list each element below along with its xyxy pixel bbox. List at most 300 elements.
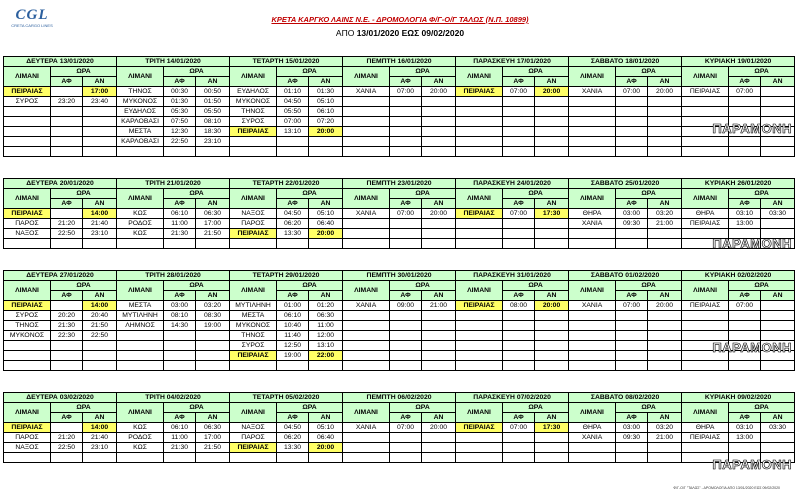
arrival-cell: 13:00 <box>729 433 761 443</box>
arrival-header: ΑΦ <box>51 291 83 301</box>
port-cell: ΡΟΔΟΣ <box>117 433 164 443</box>
departure-cell: 20:00 <box>535 301 569 311</box>
port-cell: ΧΑΝΙΑ <box>569 87 616 97</box>
day-header: ΤΕΤΑΡΤΗ 15/01/2020 <box>230 57 343 67</box>
port-cell <box>569 239 616 249</box>
port-cell: ΚΩΣ <box>117 229 164 239</box>
port-cell: ΜΕΣΤΑ <box>230 311 277 321</box>
arrival-cell: 13:30 <box>277 443 309 453</box>
arrival-cell: 09:00 <box>390 301 422 311</box>
arrival-cell <box>503 147 535 157</box>
port-cell <box>230 453 277 463</box>
departure-cell: 17:00 <box>83 87 117 97</box>
port-column-header: ΛΙΜΑΝΙ <box>682 403 729 423</box>
port-column-header: ΛΙΜΑΝΙ <box>456 403 503 423</box>
day-header: ΔΕΥΤΕΡΑ 03/02/2020 <box>4 393 117 403</box>
departure-cell <box>422 117 456 127</box>
schedule-table <box>3 56 795 157</box>
port-cell: ΧΑΝΙΑ <box>343 209 390 219</box>
arrival-cell <box>503 331 535 341</box>
port-cell <box>456 117 503 127</box>
arrival-cell <box>390 321 422 331</box>
departure-header: ΑΝ <box>309 413 343 423</box>
arrival-header: ΑΦ <box>277 413 309 423</box>
time-column-header: ΩΡΑ <box>390 67 456 77</box>
time-column-header: ΩΡΑ <box>616 67 682 77</box>
departure-cell: 06:40 <box>309 219 343 229</box>
departure-cell: 05:10 <box>309 423 343 433</box>
departure-cell: 20:00 <box>648 87 682 97</box>
departure-cell <box>422 219 456 229</box>
schedule-row <box>4 87 795 97</box>
day-header: ΠΕΜΠΤΗ 16/01/2020 <box>343 57 456 67</box>
departure-cell <box>422 453 456 463</box>
arrival-cell <box>503 137 535 147</box>
departure-header: ΑΝ <box>648 199 682 209</box>
time-column-header: ΩΡΑ <box>729 281 795 291</box>
arrival-header: ΑΦ <box>616 77 648 87</box>
departure-cell <box>83 351 117 361</box>
departure-cell: 17:00 <box>196 433 230 443</box>
arrival-cell <box>51 87 83 97</box>
port-column-header: ΛΙΜΑΝΙ <box>343 403 390 423</box>
arrival-cell <box>503 229 535 239</box>
arrival-header: ΑΦ <box>277 77 309 87</box>
arrival-cell: 22:50 <box>164 137 196 147</box>
port-cell <box>117 239 164 249</box>
departure-header: ΑΝ <box>422 199 456 209</box>
arrival-cell <box>729 361 761 371</box>
port-cell <box>456 229 503 239</box>
arrival-header: ΑΦ <box>51 77 83 87</box>
time-column-header: ΩΡΑ <box>277 67 343 77</box>
departure-cell <box>648 107 682 117</box>
arrival-cell: 03:00 <box>164 301 196 311</box>
arrival-cell <box>616 229 648 239</box>
port-column-header: ΛΙΜΑΝΙ <box>117 189 164 209</box>
port-cell <box>117 351 164 361</box>
schedule-row <box>4 341 795 351</box>
departure-cell: 20:00 <box>422 209 456 219</box>
arrival-cell: 21:20 <box>51 219 83 229</box>
departure-cell: 20:00 <box>309 127 343 137</box>
arrival-cell <box>164 147 196 157</box>
week-table <box>3 178 793 249</box>
day-header: ΠΕΜΠΤΗ 30/01/2020 <box>343 271 456 281</box>
arrival-cell: 01:30 <box>164 97 196 107</box>
stay-label: ΠΑΡΑΜΟΝΗ <box>712 457 792 472</box>
time-column-header: ΩΡΑ <box>729 403 795 413</box>
arrival-cell: 12:50 <box>277 341 309 351</box>
port-cell: ΠΕΙΡΑΙΑΣ <box>4 423 51 433</box>
departure-cell: 13:10 <box>309 341 343 351</box>
schedule-row <box>4 351 795 361</box>
port-cell <box>456 321 503 331</box>
arrival-cell <box>390 341 422 351</box>
departure-cell: 03:30 <box>761 423 795 433</box>
time-column-header: ΩΡΑ <box>51 67 117 77</box>
departure-cell: 03:20 <box>648 423 682 433</box>
departure-header: ΑΝ <box>309 199 343 209</box>
arrival-header: ΑΦ <box>164 199 196 209</box>
departure-cell <box>196 351 230 361</box>
departure-cell <box>648 147 682 157</box>
arrival-cell: 07:00 <box>277 117 309 127</box>
arrival-cell: 22:30 <box>51 331 83 341</box>
arrival-cell <box>729 137 761 147</box>
arrival-cell <box>51 147 83 157</box>
time-column-header: ΩΡΑ <box>616 403 682 413</box>
arrival-cell <box>390 331 422 341</box>
departure-cell: 23:10 <box>83 229 117 239</box>
day-header: ΤΡΙΤΗ 04/02/2020 <box>117 393 230 403</box>
arrival-cell <box>503 107 535 117</box>
port-cell <box>230 147 277 157</box>
port-cell <box>569 443 616 453</box>
port-cell: ΚΑΡΛΟΒΑΣΙ <box>117 117 164 127</box>
arrival-cell <box>390 137 422 147</box>
port-cell <box>4 147 51 157</box>
port-cell <box>343 351 390 361</box>
day-header: ΣΑΒΒΑΤΟ 01/02/2020 <box>569 271 682 281</box>
port-column-header: ΛΙΜΑΝΙ <box>569 403 616 423</box>
schedule-row <box>4 107 795 117</box>
schedule-row <box>4 331 795 341</box>
departure-cell <box>422 127 456 137</box>
arrival-header: ΑΦ <box>503 77 535 87</box>
arrival-cell <box>390 311 422 321</box>
port-cell <box>682 147 729 157</box>
port-cell: ΜΥΚΟΝΟΣ <box>230 97 277 107</box>
arrival-cell <box>390 239 422 249</box>
arrival-cell <box>51 453 83 463</box>
port-cell: ΕΥΔΗΛΟΣ <box>117 107 164 117</box>
departure-cell <box>196 341 230 351</box>
arrival-cell <box>390 433 422 443</box>
arrival-cell: 13:00 <box>729 219 761 229</box>
port-cell <box>569 97 616 107</box>
departure-cell <box>761 331 795 341</box>
schedule-row <box>4 229 795 239</box>
departure-cell: 22:50 <box>83 331 117 341</box>
port-cell <box>117 453 164 463</box>
arrival-cell: 07:00 <box>390 87 422 97</box>
port-cell: ΠΕΙΡΑΙΑΣ <box>682 87 729 97</box>
arrival-cell <box>51 301 83 311</box>
departure-cell: 22:00 <box>309 351 343 361</box>
port-cell: ΜΕΣΤΑ <box>117 127 164 137</box>
departure-header: ΑΝ <box>535 77 569 87</box>
port-cell <box>343 341 390 351</box>
departure-cell: 14:00 <box>83 423 117 433</box>
date-range-prefix: ΑΠΟ <box>335 28 357 38</box>
departure-cell <box>83 341 117 351</box>
departure-cell <box>83 239 117 249</box>
arrival-header: ΑΦ <box>51 413 83 423</box>
schedule-row <box>4 311 795 321</box>
arrival-cell <box>164 453 196 463</box>
departure-cell: 07:20 <box>309 117 343 127</box>
port-cell <box>343 147 390 157</box>
port-cell: ΠΕΙΡΑΙΑΣ <box>230 229 277 239</box>
arrival-cell <box>51 341 83 351</box>
departure-cell <box>83 107 117 117</box>
port-cell: ΧΑΝΙΑ <box>343 87 390 97</box>
port-cell: ΧΑΝΙΑ <box>569 219 616 229</box>
arrival-cell: 07:50 <box>164 117 196 127</box>
arrival-header: ΑΦ <box>616 199 648 209</box>
departure-cell <box>648 351 682 361</box>
departure-cell <box>761 87 795 97</box>
departure-cell <box>196 361 230 371</box>
arrival-cell <box>729 147 761 157</box>
time-column-header: ΩΡΑ <box>164 67 230 77</box>
departure-cell: 17:30 <box>535 209 569 219</box>
port-cell <box>456 351 503 361</box>
departure-cell: 19:00 <box>196 321 230 331</box>
arrival-cell: 03:10 <box>729 423 761 433</box>
port-cell <box>569 453 616 463</box>
arrival-cell <box>616 361 648 371</box>
port-cell: ΜΥΚΟΝΟΣ <box>4 331 51 341</box>
port-column-header: ΛΙΜΑΝΙ <box>456 67 503 87</box>
port-cell <box>456 107 503 117</box>
port-cell: ΚΩΣ <box>117 423 164 433</box>
arrival-cell <box>503 361 535 371</box>
arrival-cell: 12:30 <box>164 127 196 137</box>
port-cell <box>569 107 616 117</box>
departure-cell: 14:00 <box>83 209 117 219</box>
schedule-row <box>4 453 795 463</box>
port-cell <box>4 453 51 463</box>
arrival-cell <box>616 341 648 351</box>
arrival-cell <box>616 453 648 463</box>
schedule-row <box>4 239 795 249</box>
departure-cell <box>535 321 569 331</box>
arrival-cell <box>616 117 648 127</box>
arrival-cell: 09:30 <box>616 433 648 443</box>
logo-subtitle: CRETA CARGO LINES <box>11 23 53 28</box>
time-column-header: ΩΡΑ <box>729 189 795 199</box>
port-cell <box>343 97 390 107</box>
port-cell: ΠΕΙΡΑΙΑΣ <box>230 351 277 361</box>
schedule-table <box>3 178 795 249</box>
departure-cell <box>535 443 569 453</box>
arrival-header: ΑΦ <box>164 291 196 301</box>
port-cell: ΛΗΜΝΟΣ <box>117 321 164 331</box>
departure-cell: 23:40 <box>83 97 117 107</box>
port-cell <box>4 127 51 137</box>
day-header: ΤΡΙΤΗ 14/01/2020 <box>117 57 230 67</box>
departure-cell <box>83 453 117 463</box>
arrival-cell <box>616 239 648 249</box>
arrival-header: ΑΦ <box>164 413 196 423</box>
departure-cell <box>761 311 795 321</box>
port-cell: ΜΥΚΟΝΟΣ <box>117 97 164 107</box>
departure-header: ΑΝ <box>196 291 230 301</box>
departure-header: ΑΝ <box>196 199 230 209</box>
stay-label: ΠΑΡΑΜΟΝΗ <box>712 340 792 355</box>
departure-cell: 05:10 <box>309 97 343 107</box>
port-cell <box>682 331 729 341</box>
arrival-cell: 07:00 <box>503 423 535 433</box>
arrival-cell: 05:30 <box>164 107 196 117</box>
arrival-cell: 03:10 <box>729 209 761 219</box>
port-cell <box>456 127 503 137</box>
port-cell: ΠΑΡΟΣ <box>230 433 277 443</box>
arrival-header: ΑΦ <box>729 291 761 301</box>
departure-header: ΑΝ <box>422 77 456 87</box>
arrival-cell: 20:20 <box>51 311 83 321</box>
departure-header: ΑΝ <box>535 291 569 301</box>
arrival-cell <box>503 433 535 443</box>
arrival-cell <box>616 137 648 147</box>
departure-cell: 20:00 <box>422 423 456 433</box>
departure-cell: 01:20 <box>309 301 343 311</box>
time-column-header: ΩΡΑ <box>503 67 569 77</box>
arrival-cell <box>503 351 535 361</box>
time-column-header: ΩΡΑ <box>503 403 569 413</box>
arrival-cell: 09:30 <box>616 219 648 229</box>
week-table <box>3 392 793 463</box>
schedule-row <box>4 127 795 137</box>
arrival-cell: 01:00 <box>277 301 309 311</box>
arrival-cell <box>390 127 422 137</box>
departure-cell <box>648 239 682 249</box>
time-column-header: ΩΡΑ <box>503 281 569 291</box>
port-cell <box>456 433 503 443</box>
port-cell <box>682 443 729 453</box>
arrival-cell: 04:50 <box>277 423 309 433</box>
day-header: ΣΑΒΒΑΤΟ 25/01/2020 <box>569 179 682 189</box>
arrival-cell: 08:00 <box>503 301 535 311</box>
departure-cell <box>761 107 795 117</box>
departure-cell: 21:50 <box>196 443 230 453</box>
schedule-table <box>3 392 795 463</box>
document-title: ΚΡΕΤΑ ΚΑΡΓΚΟ ΛΑΙΝΣ Ν.Ε. - ΔΡΟΜΟΛΟΓΙΑ Φ/Γ-Ο/Γ ΤΑΛΩΣ (Ν.Π. 10899) <box>271 15 529 24</box>
departure-cell <box>422 239 456 249</box>
departure-cell <box>535 361 569 371</box>
departure-cell: 20:40 <box>83 311 117 321</box>
port-cell <box>682 321 729 331</box>
time-column-header: ΩΡΑ <box>277 403 343 413</box>
port-cell <box>456 331 503 341</box>
arrival-cell <box>51 137 83 147</box>
arrival-cell <box>164 239 196 249</box>
time-column-header: ΩΡΑ <box>164 189 230 199</box>
arrival-cell <box>729 97 761 107</box>
day-header: ΠΑΡΑΣΚΕΥΗ 31/01/2020 <box>456 271 569 281</box>
port-cell: ΠΕΙΡΑΙΑΣ <box>456 423 503 433</box>
departure-header: ΑΝ <box>196 77 230 87</box>
arrival-cell <box>277 453 309 463</box>
day-header: ΚΥΡΙΑΚΗ 19/01/2020 <box>682 57 795 67</box>
departure-cell: 21:00 <box>648 433 682 443</box>
departure-cell <box>535 219 569 229</box>
port-cell <box>343 443 390 453</box>
arrival-cell <box>51 351 83 361</box>
port-cell: ΣΥΡΟΣ <box>230 341 277 351</box>
departure-cell: 06:30 <box>196 423 230 433</box>
port-cell: ΧΑΝΙΑ <box>343 301 390 311</box>
departure-cell: 20:00 <box>535 87 569 97</box>
departure-cell <box>422 351 456 361</box>
arrival-cell <box>390 443 422 453</box>
arrival-cell: 04:50 <box>277 209 309 219</box>
arrival-header: ΑΦ <box>729 77 761 87</box>
arrival-cell: 21:30 <box>164 443 196 453</box>
arrival-cell <box>277 239 309 249</box>
departure-cell <box>309 453 343 463</box>
time-column-header: ΩΡΑ <box>277 281 343 291</box>
stay-label: ΠΑΡΑΜΟΝΗ <box>712 236 792 251</box>
departure-cell <box>196 331 230 341</box>
time-column-header: ΩΡΑ <box>390 403 456 413</box>
arrival-cell <box>390 147 422 157</box>
schedule-row <box>4 423 795 433</box>
departure-cell <box>422 229 456 239</box>
departure-header: ΑΝ <box>196 413 230 423</box>
arrival-header: ΑΦ <box>390 413 422 423</box>
arrival-cell: 06:20 <box>277 433 309 443</box>
departure-cell: 20:00 <box>422 87 456 97</box>
schedule-row <box>4 433 795 443</box>
schedule-row <box>4 97 795 107</box>
arrival-cell: 13:30 <box>277 229 309 239</box>
week-table <box>3 56 793 157</box>
departure-cell <box>535 127 569 137</box>
departure-header: ΑΝ <box>761 199 795 209</box>
port-cell <box>343 453 390 463</box>
departure-cell <box>422 97 456 107</box>
arrival-cell <box>616 127 648 137</box>
departure-cell <box>422 331 456 341</box>
arrival-cell <box>503 453 535 463</box>
port-cell: ΠΕΙΡΑΙΑΣ <box>230 443 277 453</box>
port-cell <box>456 219 503 229</box>
arrival-cell: 07:00 <box>503 87 535 97</box>
arrival-cell <box>390 229 422 239</box>
arrival-cell: 21:30 <box>51 321 83 331</box>
arrival-cell: 22:50 <box>51 229 83 239</box>
port-cell <box>682 361 729 371</box>
departure-cell <box>761 301 795 311</box>
date-range <box>0 28 800 38</box>
departure-cell <box>422 443 456 453</box>
departure-cell <box>648 229 682 239</box>
departure-header: ΑΝ <box>761 413 795 423</box>
port-cell: ΠΕΙΡΑΙΑΣ <box>230 127 277 137</box>
arrival-cell <box>390 351 422 361</box>
arrival-header: ΑΦ <box>51 199 83 209</box>
port-cell: ΚΩΣ <box>117 443 164 453</box>
arrival-cell <box>503 97 535 107</box>
departure-cell: 08:10 <box>196 117 230 127</box>
port-cell: ΝΑΞΟΣ <box>230 209 277 219</box>
arrival-cell <box>729 321 761 331</box>
port-cell <box>682 137 729 147</box>
port-cell <box>569 229 616 239</box>
arrival-cell: 06:10 <box>164 423 196 433</box>
port-cell <box>343 107 390 117</box>
departure-header: ΑΝ <box>83 413 117 423</box>
port-cell: ΝΑΞΟΣ <box>4 229 51 239</box>
arrival-cell: 13:10 <box>277 127 309 137</box>
departure-header: ΑΝ <box>309 77 343 87</box>
port-column-header: ΛΙΜΑΝΙ <box>117 403 164 423</box>
port-cell <box>230 137 277 147</box>
arrival-header: ΑΦ <box>616 291 648 301</box>
